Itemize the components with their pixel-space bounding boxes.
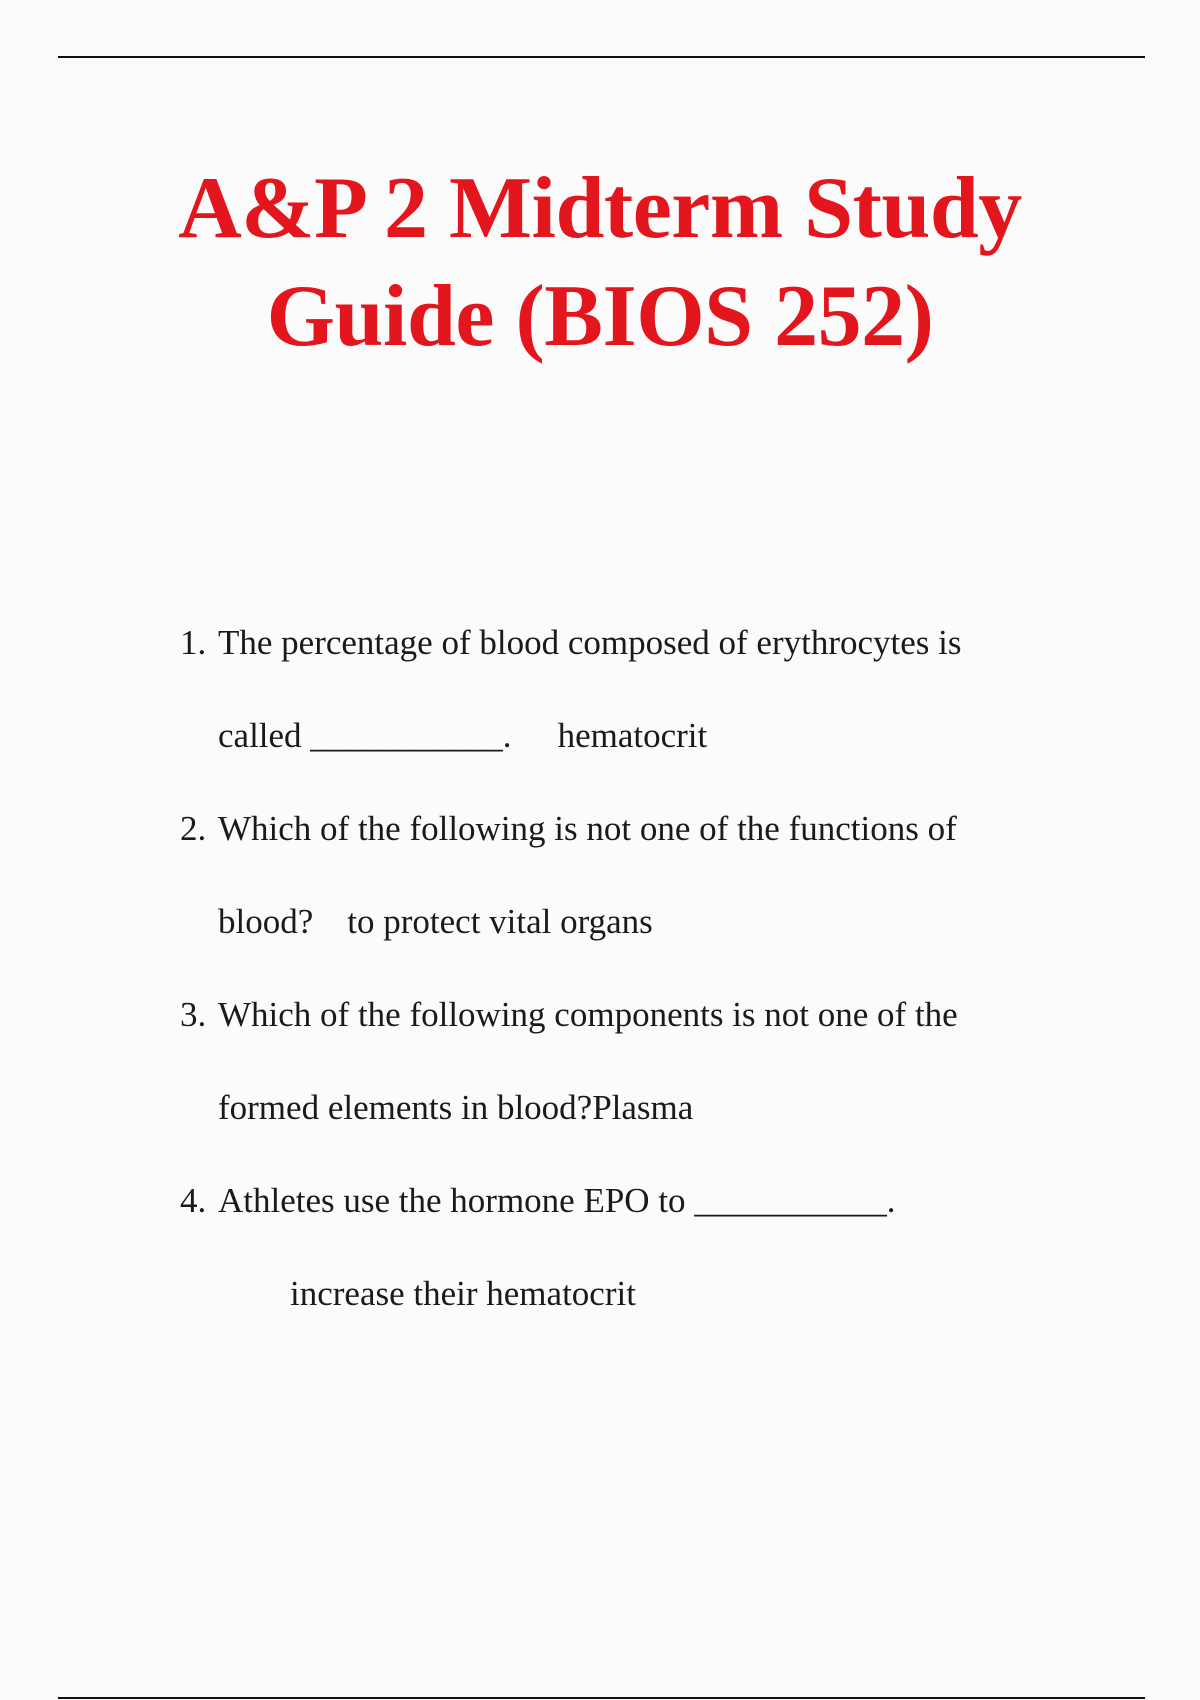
title-line-2: Guide (BIOS 252) bbox=[266, 268, 934, 365]
page-title bbox=[0, 155, 1200, 371]
question-text: Which of the following is not one of the functions of bbox=[218, 809, 957, 848]
footer-rule bbox=[58, 1697, 1145, 1699]
question-text: formed elements in blood? bbox=[218, 1088, 593, 1127]
header-rule bbox=[58, 56, 1145, 58]
question-list bbox=[180, 596, 1080, 1340]
question-text: The percentage of blood composed of erythrocytes is bbox=[218, 623, 962, 662]
question-item-2 bbox=[180, 782, 1080, 968]
question-text: blood? bbox=[218, 902, 314, 941]
question-number: 2. bbox=[180, 809, 207, 848]
title-line-1: A&P 2 Midterm Study bbox=[178, 160, 1022, 257]
question-item-4 bbox=[180, 1154, 1080, 1340]
question-item-1 bbox=[180, 596, 1080, 782]
question-answer: hematocrit bbox=[557, 716, 708, 755]
question-answer: to protect vital organs bbox=[347, 902, 653, 941]
question-answer: Plasma bbox=[592, 1088, 694, 1127]
question-answer: increase their hematocrit bbox=[290, 1274, 636, 1313]
question-number: 3. bbox=[180, 995, 207, 1034]
question-text: Which of the following components is not one of the bbox=[218, 995, 958, 1034]
question-item-3 bbox=[180, 968, 1080, 1154]
question-text: called ___________. bbox=[218, 716, 512, 755]
question-text: Athletes use the hormone EPO to ___________. bbox=[218, 1181, 896, 1220]
question-number: 1. bbox=[180, 623, 207, 662]
question-number: 4. bbox=[180, 1181, 207, 1220]
